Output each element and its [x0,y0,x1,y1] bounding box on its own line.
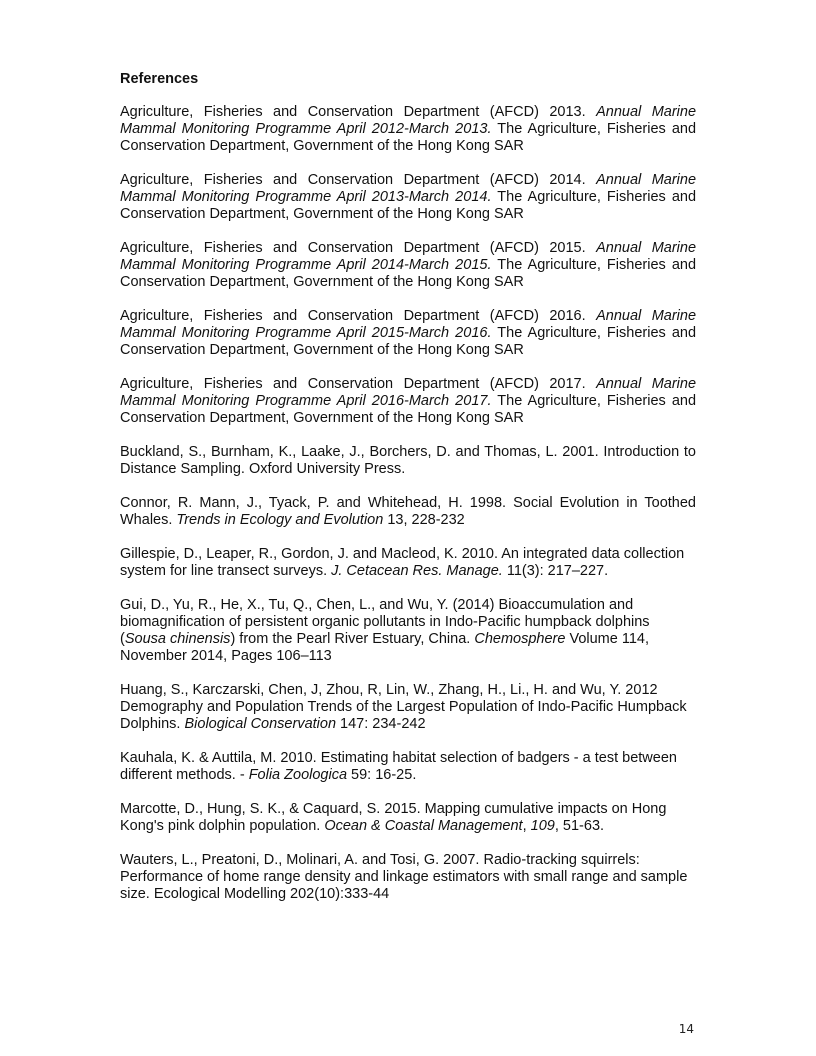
reference-entry [120,852,696,903]
reference-entry [120,597,696,665]
reference-italic-text: Annual Marine Mammal Monitoring Programme April 2016-March 2017. [120,376,697,409]
reference-text: Wauters, L., Preatoni, D., Molinari, A. and Tosi, G. 2007. Radio-tracking squirrels: Performance of home range density and linkage estimators with small range and sample size. Ecological Modelling 202(10):333-44 [120,852,688,902]
reference-entry [120,172,696,223]
reference-text: Huang, S., Karczarski, Chen, J, Zhou, R, Lin, W., Zhang, H., Li., H. and Wu, Y. 2012 Demography and Population Trends of the Largest Population of Indo-Pacific Humpback Dolphins. [120,682,687,732]
reference-text: The Agriculture, Fisheries and Conservation Department, Government of the Hong Kong SAR [120,325,697,358]
reference-italic-text: Biological Conservation [184,716,337,732]
reference-entry [120,104,696,155]
reference-text: Agriculture, Fisheries and Conservation Department (AFCD) 2013. [120,104,597,120]
reference-entry [120,444,696,478]
reference-text: Agriculture, Fisheries and Conservation Department (AFCD) 2014. [120,172,597,188]
reference-text: Buckland, S., Burnham, K., Laake, J., Borchers, D. and Thomas, L. 2001. Introduction to Distance Sampling. Oxford University Press. [120,444,696,477]
reference-italic-text: Annual Marine Mammal Monitoring Programme April 2014-March 2015. [120,240,697,273]
reference-entry [120,376,696,427]
reference-italic-text: J. Cetacean Res. Manage. [331,563,503,579]
reference-text: Gillespie, D., Leaper, R., Gordon, J. and Macleod, K. 2010. An integrated data collection system for line transect surveys. [120,546,685,579]
reference-entry [120,495,696,529]
reference-italic-text: Annual Marine Mammal Monitoring Programme April 2013-March 2014. [120,172,697,205]
reference-text: The Agriculture, Fisheries and Conservation Department, Government of the Hong Kong SAR [120,121,697,154]
reference-entry [120,546,696,580]
reference-entry [120,682,696,733]
reference-entry [120,240,696,291]
reference-text: Gui, D., Yu, R., He, X., Tu, Q., Chen, L., and Wu, Y. (2014) Bioaccumulation and biomagnification of persistent organic pollutants in Indo-Pacific humpback dolphins ( [120,597,650,647]
reference-list [120,104,696,903]
reference-text: 11(3): 217–227. [502,563,609,579]
reference-italic-text: Sousa chinensis [124,631,231,647]
reference-text: , [522,818,531,834]
reference-text: 13, 228-232 [383,512,465,528]
reference-text: Volume 114, November 2014, Pages 106–113 [120,631,649,664]
reference-text: The Agriculture, Fisheries and Conservation Department, Government of the Hong Kong SAR [120,393,697,426]
reference-text: ) from the Pearl River Estuary, China. [230,631,475,647]
reference-text: Kauhala, K. & Auttila, M. 2010. Estimating habitat selection of badgers - a test between different methods. - [120,750,677,783]
reference-text: Agriculture, Fisheries and Conservation Department (AFCD) 2016. [120,308,597,324]
reference-text: , 51-63. [554,818,605,834]
reference-entry [120,801,696,835]
reference-italic-text: Annual Marine Mammal Monitoring Programme April 2012-March 2013. [120,104,697,137]
reference-italic-text: 109 [530,818,555,834]
reference-text: Agriculture, Fisheries and Conservation Department (AFCD) 2017. [120,376,597,392]
reference-text: The Agriculture, Fisheries and Conservation Department, Government of the Hong Kong SAR [120,257,697,290]
document-page [120,70,696,920]
reference-italic-text: Annual Marine Mammal Monitoring Programme April 2015-March 2016. [120,308,697,341]
references-heading: References [120,71,199,87]
reference-italic-text: Chemosphere [474,631,566,647]
reference-italic-text: Trends in Ecology and Evolution [176,512,384,528]
reference-text: Connor, R. Mann, J., Tyack, P. and Whitehead, H. 1998. Social Evolution in Toothed Whales. [120,495,696,528]
reference-text: Agriculture, Fisheries and Conservation Department (AFCD) 2015. [120,240,597,256]
reference-text: Marcotte, D., Hung, S. K., & Caquard, S. 2015. Mapping cumulative impacts on Hong Kong's pink dolphin population. [120,801,667,834]
reference-italic-text: Ocean & Coastal Management [324,818,523,834]
reference-entry [120,308,696,359]
reference-italic-text: Folia Zoologica [248,767,348,783]
page-number: 14 [678,1022,694,1036]
reference-text: 147: 234-242 [336,716,426,732]
reference-text: The Agriculture, Fisheries and Conservation Department, Government of the Hong Kong SAR [120,189,697,222]
reference-entry [120,750,696,784]
reference-text: 59: 16-25. [347,767,417,783]
